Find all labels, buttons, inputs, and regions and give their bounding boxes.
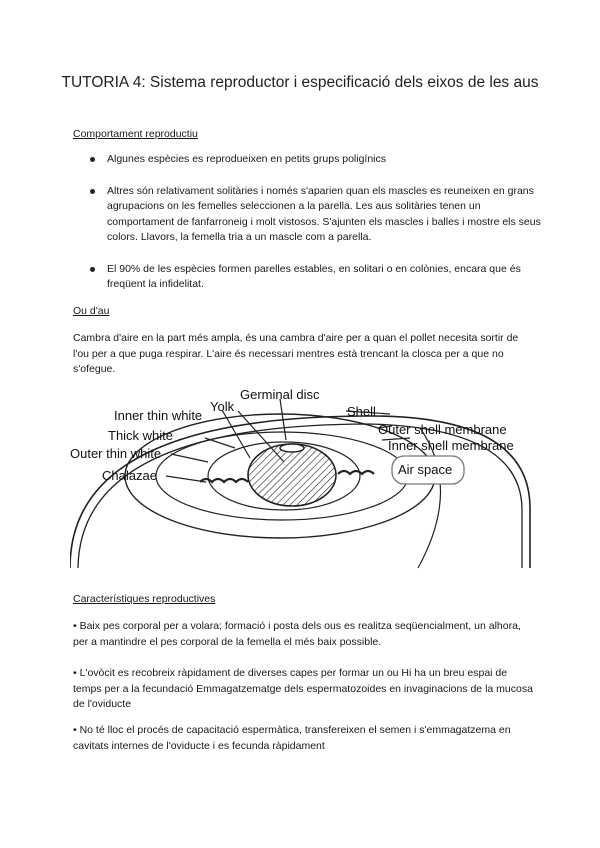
label-thick-white: Thick white [108, 428, 174, 443]
label-chalazae: Chalazae [102, 468, 157, 483]
section-heading-ou: Ou d'au [73, 305, 110, 317]
yolk-shape [248, 444, 336, 506]
characteristic-paragraph: • L'ovòcit es recobreix ràpidament de diverses capes per formar un ou Hi ha un breu espai de temps per a la fecundació Emmagatzematge dels espermatozoides en invaginacions de la mucosa de l'oviducte [73, 667, 533, 710]
label-outer-thin-white: Outer thin white [70, 446, 162, 461]
label-outer-shell-membrane: Outer shell membrane [378, 422, 507, 437]
label-inner-shell-membrane: Inner shell membrane [388, 438, 514, 453]
label-air-space: Air space [398, 462, 453, 477]
label-yolk: Yolk [210, 399, 235, 414]
behaviour-bullet-list [73, 152, 543, 309]
label-inner-thin-white: Inner thin white [114, 408, 203, 423]
label-shell: Shell [347, 404, 376, 419]
egg-description: Cambra d'aire en la part més ampla, és una cambra d'aire per a quan el pollet necesita sortir de l'ou per a que puga respirar. L'aire és necessari mentres està trencant la closca per a que no s'ofegue. [73, 332, 519, 375]
page-title: TUTORIA 4: Sistema reproductor i especificació dels eixos de les aus [61, 74, 539, 91]
section-heading-comportament: Comportament reproductiu [73, 128, 198, 140]
egg-diagram [70, 378, 540, 578]
characteristic-paragraph: • No té lloc el procés de capacitació espermàtica, transfereixen el semen i s'emmagatzema en cavitats internes de l'oviducte i es fecunda ràpidament [73, 724, 511, 752]
list-item: Algunes espècies es reprodueixen en petits grups poligínics [73, 152, 543, 168]
label-germinal-disc: Germinal disc [240, 387, 320, 402]
list-item: Altres són relativament solitàries i només s'aparien quan els mascles es reuneixen en grans agrupacions on les femelles seleccionen a la parella. Les aus solitàries tenen un comportament de fanfarroneig i molt vistosos. S'ajunten els mascles i balles i mostre els seus colors. Llavors, la femella tria a un mascle com a parella. [73, 184, 543, 246]
list-item: El 90% de les espècies formen parelles estables, en solitari o en colònies, encara que és freqüent la infidelitat. [73, 262, 543, 293]
chalaza-left-shape [200, 479, 248, 482]
section-heading-caracteristiques: Característiques reproductives [73, 593, 216, 605]
germinal-disc-shape [280, 444, 304, 452]
characteristic-paragraph: • Baix pes corporal per a volara; formació i posta dels ous es realitza seqüencialment, un alhora, per a mantindre el pes corporal de la femella el més baix possible. [73, 620, 521, 648]
chalaza-right-shape [338, 471, 374, 474]
